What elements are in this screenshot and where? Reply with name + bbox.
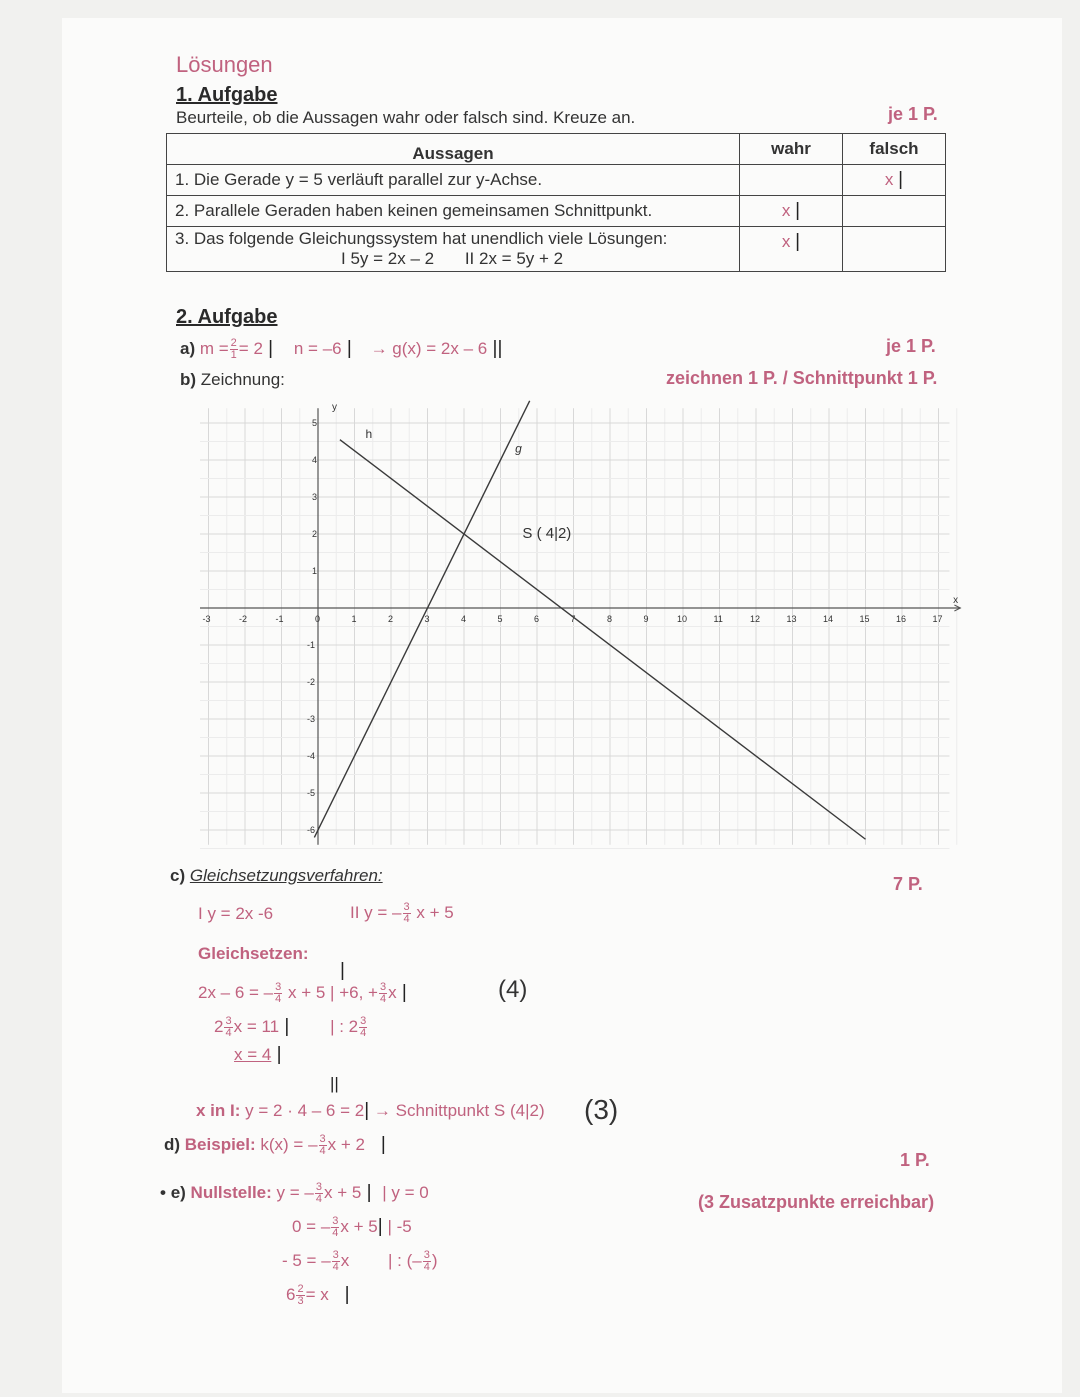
- y-tick-label: -3: [307, 714, 316, 724]
- y-tick-label: 4: [312, 455, 318, 465]
- part-b-text: Zeichnung:: [200, 370, 285, 389]
- table-row: [167, 165, 946, 196]
- task1-instruction: Beurteile, ob die Aussagen wahr oder falsch sind. Kreuze an.: [176, 108, 636, 127]
- part-e-label: e): [170, 1183, 186, 1202]
- x-axis-label: x: [953, 595, 959, 606]
- calc-line-2: 2 $\frac{3}{4}$ x = 11 | | : 2 $\frac{3}{4}$: [214, 1015, 367, 1040]
- x-tick-label: 1: [351, 614, 357, 624]
- frac-num: 3: [275, 981, 282, 994]
- tick-mark: ||: [330, 1074, 339, 1093]
- eq-I: I y = 2x -6: [198, 904, 274, 923]
- schnittpunkt-result: → Schnittpunkt S (4|2): [373, 1101, 545, 1120]
- frac-num: 3: [315, 1181, 322, 1194]
- coordinate-graph: [200, 390, 975, 850]
- graph-grid: [200, 408, 957, 848]
- intersection-label: S ( 4|2): [522, 525, 572, 542]
- y-tick-label: -2: [307, 677, 316, 687]
- frac-den: 4: [423, 1261, 430, 1273]
- frac-den: 4: [319, 1145, 326, 1158]
- x-tick-label: 12: [750, 614, 761, 624]
- system-eq1: I 5y = 2x – 2: [341, 249, 435, 268]
- y-tick-label: 5: [312, 418, 318, 428]
- x-tick-label: 5: [497, 614, 503, 624]
- e3-post: x: [340, 1250, 350, 1270]
- cell-true-2[interactable]: [740, 196, 843, 227]
- task2b-points: zeichnen 1 P. / Schnittpunkt 1 P.: [666, 368, 938, 388]
- task2c-points: 7 P.: [893, 874, 923, 894]
- part-c-label: c): [170, 866, 186, 885]
- page-title: Lösungen: [176, 52, 273, 77]
- x-tick-label: 9: [643, 614, 649, 624]
- calc1-post: x + 5 | +6, +: [288, 983, 378, 1002]
- y-axis-label: y: [332, 402, 337, 414]
- x-in-label: x in I:: [196, 1101, 241, 1120]
- calc3-result: x = 4: [234, 1045, 272, 1064]
- e3-pre: - 5 = –: [282, 1250, 331, 1270]
- cell-false-3[interactable]: [843, 227, 946, 272]
- score-3: (3): [584, 1094, 619, 1125]
- calc2-op: | : 2: [330, 1017, 359, 1036]
- y-tick-label: -1: [307, 640, 316, 650]
- e4-whole: 6: [286, 1285, 296, 1304]
- frac-3-4: [423, 1250, 431, 1273]
- statements-table: [166, 133, 946, 272]
- x-tick-label: 14: [823, 614, 834, 624]
- task2c-line: [170, 866, 383, 886]
- col-false-header: falsch: [843, 134, 946, 165]
- score-4: (4): [498, 976, 528, 1003]
- frac-num: 3: [332, 1249, 339, 1261]
- x-tick-label: 2: [388, 614, 394, 624]
- task2e-line: • e) Nullstelle: y = – $\frac{3}{4}$ x + 5 | | y = 0: [160, 1181, 429, 1206]
- part-a-label: a): [180, 339, 196, 358]
- d-eq-pre: k(x) = –: [260, 1135, 318, 1154]
- cell-true-3[interactable]: [740, 227, 843, 272]
- frac-num: 3: [379, 981, 387, 994]
- gleichsetzen-label: Gleichsetzen:: [198, 944, 309, 963]
- frac-3-4: [332, 1250, 340, 1273]
- slope-label: m =: [199, 339, 229, 358]
- e4-post: = x: [305, 1285, 329, 1304]
- frac-num: 2: [230, 337, 237, 350]
- task2a-line: a) m = $\frac{2}{1}$ = 2 | n = –6 | → g(x) = 2x – 6 ||: [180, 337, 503, 362]
- y-tick-label: 2: [312, 529, 318, 539]
- cross-mark: x: [884, 170, 894, 189]
- task2a-points: je 1 P.: [886, 336, 936, 356]
- calc1-end: x: [388, 983, 397, 1002]
- part-c-text: Gleichsetzungsverfahren:: [189, 866, 383, 885]
- line-g-label: g: [515, 441, 522, 456]
- frac-3-4: [319, 1134, 327, 1157]
- frac-den: 4: [332, 1261, 339, 1273]
- e2-op: | -5: [387, 1217, 412, 1236]
- frac-num: 3: [403, 901, 410, 913]
- statement-3-text: 3. Das folgende Gleichungssystem hat unendlich viele Lösungen:: [175, 229, 668, 248]
- y-tick-label: 3: [312, 492, 318, 502]
- y-tick-label: -4: [307, 751, 316, 761]
- frac-den: 4: [332, 1227, 339, 1240]
- task2d-line: d) Beispiel: k(x) = – $\frac{3}{4}$ x + 2 |: [164, 1133, 386, 1158]
- x-tick-label: 6: [534, 614, 540, 624]
- y-tick-label: -6: [307, 825, 316, 835]
- task2-heading: 2. Aufgabe: [176, 306, 278, 328]
- table-row: [167, 196, 946, 227]
- eq-II: [350, 902, 454, 925]
- x-tick-label: 10: [677, 614, 688, 624]
- calc1-pre: 2x – 6 = –: [198, 983, 274, 1002]
- frac-num: 3: [332, 1215, 339, 1228]
- x-tick-label: 16: [896, 614, 907, 624]
- task2b-line: [180, 370, 285, 390]
- tick-mark: |: [340, 960, 345, 981]
- frac-den: 4: [315, 1193, 322, 1206]
- x-tick-label: 8: [607, 614, 613, 624]
- slope-result: = 2: [238, 339, 263, 358]
- part-d-text: Beispiel:: [184, 1135, 256, 1154]
- tick-mark: |: [795, 231, 801, 252]
- frac-3-4: [224, 1016, 232, 1039]
- e1-post: x + 5: [324, 1183, 362, 1202]
- cell-false-2[interactable]: [843, 196, 946, 227]
- frac-num: 3: [360, 1015, 367, 1028]
- col-true-header: wahr: [740, 134, 843, 165]
- frac-den: 3: [297, 1295, 304, 1308]
- e3-end: ): [431, 1250, 438, 1270]
- frac-num: 3: [319, 1133, 326, 1146]
- calc-line-3: x = 4 |: [234, 1044, 282, 1065]
- cell-false-1[interactable]: [843, 165, 946, 196]
- frac-num: 3: [423, 1249, 430, 1261]
- e2-pre: 0 = –: [292, 1217, 331, 1236]
- task2e-points: (3 Zusatzpunkte erreichbar): [698, 1192, 935, 1212]
- x-tick-label: -3: [202, 614, 211, 624]
- frac-3-4: [379, 982, 387, 1005]
- line-h-label: h: [365, 426, 373, 441]
- tick-mark: |: [898, 169, 904, 190]
- e-line-2: 0 = – $\frac{3}{4}$ x + 5| | -5: [292, 1215, 412, 1240]
- intercept-value: n = –6: [293, 339, 342, 358]
- x-tick-label: 11: [713, 614, 723, 624]
- tick-mark: |: [795, 200, 801, 221]
- e-line-4: 6 $\frac{2}{3}$ = x |: [286, 1283, 350, 1308]
- calc-line-1: 2x – 6 = – $\frac{3}{4}$ x + 5 | +6, + $\frac{3}{4}$ x |: [198, 981, 407, 1006]
- part-b-label: b): [180, 370, 197, 389]
- task2d-points: 1 P.: [900, 1150, 930, 1170]
- x-tick-label: -1: [275, 614, 284, 624]
- graph-lines: [314, 401, 865, 839]
- x-tick-label: 15: [859, 614, 870, 624]
- statement-1: 1. Die Gerade y = 5 verläuft parallel zur y-Achse.: [167, 165, 740, 196]
- function-g: → g(x) = 2x – 6: [370, 339, 488, 358]
- e1-op: | y = 0: [382, 1183, 429, 1202]
- x-tick-label: 0: [315, 614, 321, 624]
- eq-II-pre: II y = –: [350, 902, 402, 922]
- d-eq-post: x + 2: [327, 1135, 365, 1154]
- y-tick-label: 1: [312, 566, 318, 576]
- frac-num: 2: [297, 1283, 304, 1296]
- x-tick-label: 13: [786, 614, 797, 624]
- frac-3-4: [315, 1182, 323, 1205]
- calc-line-4: x in I: y = 2 · 4 – 6 = 2| → Schnittpunkt S (4|2): [196, 1100, 545, 1121]
- x-in-eq: y = 2 · 4 – 6 = 2: [245, 1101, 365, 1120]
- x-tick-label: 4: [461, 614, 467, 624]
- calc2-post: x = 11: [233, 1017, 280, 1036]
- calc2-whole: 2: [214, 1017, 224, 1036]
- y-tick-label: -5: [307, 788, 316, 798]
- table-row: [167, 227, 946, 272]
- slope-fraction: [230, 338, 238, 361]
- e1-pre: y = –: [276, 1183, 314, 1202]
- x-tick-label: 7: [570, 614, 576, 624]
- frac-3-4: [274, 982, 282, 1005]
- frac-3-4: [359, 1016, 367, 1039]
- line-h: [340, 440, 866, 840]
- e2-post: x + 5: [340, 1217, 378, 1236]
- frac-num: 3: [225, 1015, 232, 1028]
- cross-mark: x: [781, 232, 791, 251]
- frac-den: 4: [403, 913, 410, 925]
- frac-den: 4: [225, 1027, 232, 1040]
- x-tick-label: 17: [932, 614, 943, 624]
- frac-den: 4: [275, 993, 282, 1006]
- task1-heading: 1. Aufgabe: [176, 84, 278, 106]
- cross-mark: x: [781, 201, 791, 220]
- statement-3: [167, 227, 740, 272]
- statement-2: 2. Parallele Geraden haben keinen gemeinsamen Schnittpunkt.: [167, 196, 740, 227]
- system-eq2: II 2x = 5y + 2: [464, 249, 564, 268]
- part-d-label: d): [164, 1135, 181, 1154]
- part-e-text: Nullstelle:: [190, 1183, 272, 1202]
- frac-2-3: [296, 1284, 304, 1307]
- frac-den: 4: [379, 993, 387, 1006]
- e-line-3: [282, 1250, 438, 1273]
- frac-den: 1: [230, 349, 237, 362]
- x-tick-label: 3: [424, 614, 430, 624]
- cell-true-1[interactable]: [740, 165, 843, 196]
- task1-points: je 1 P.: [888, 104, 938, 124]
- frac-3-4: [403, 902, 411, 925]
- col-statements-header: Aussagen: [167, 134, 740, 165]
- x-tick-label: -2: [239, 614, 248, 624]
- e3-op: | : (–: [388, 1250, 422, 1270]
- frac-den: 4: [360, 1027, 367, 1040]
- eq-II-post: x + 5: [416, 902, 454, 922]
- frac-3-4: [331, 1216, 339, 1239]
